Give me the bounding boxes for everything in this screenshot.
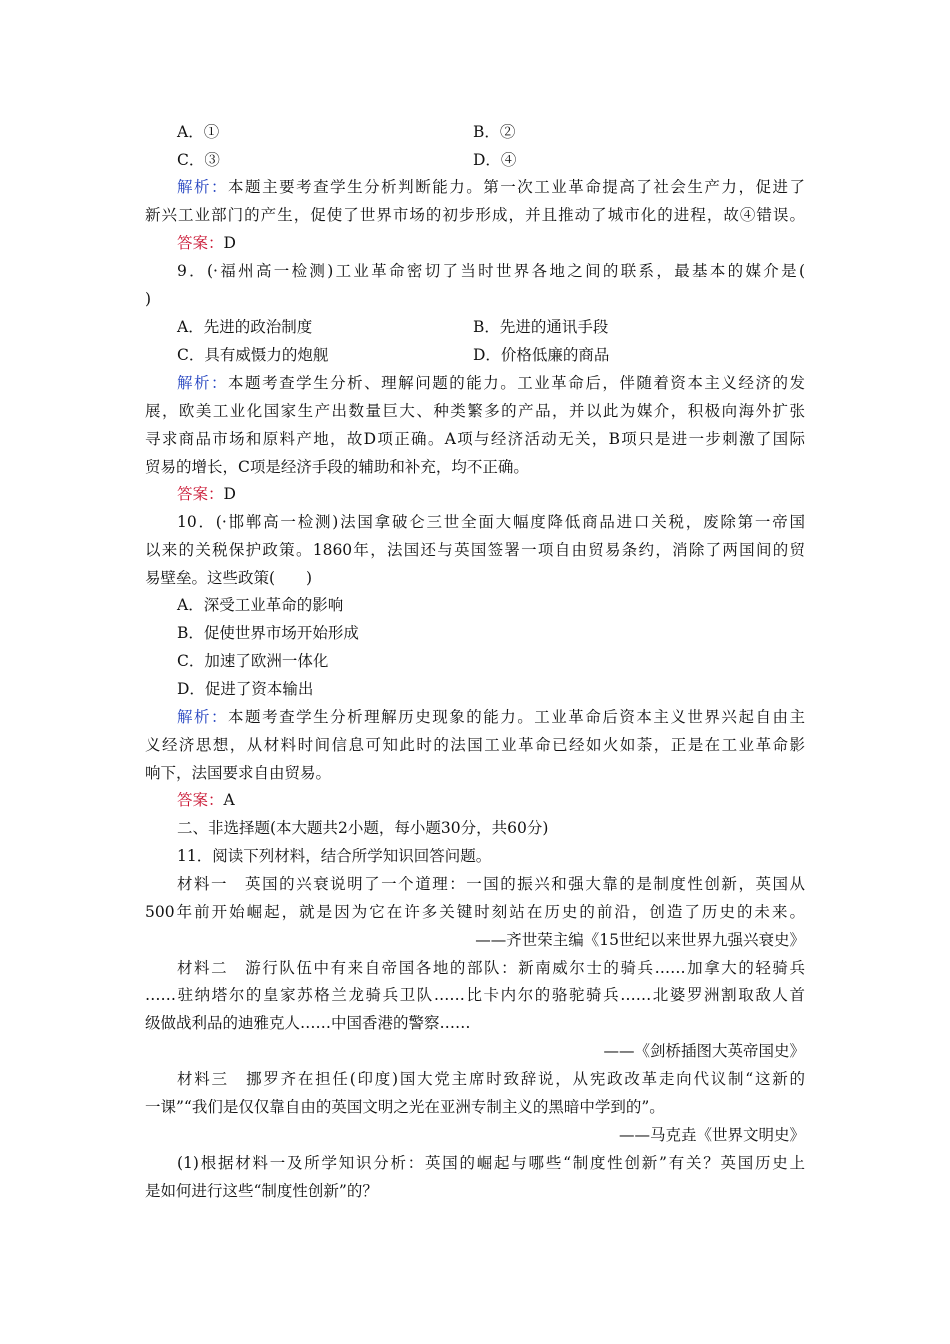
q9-option-a: A．先进的政治制度 xyxy=(177,318,313,336)
q11-material-1-source: ——齐世荣主编《15世纪以来世界九强兴衰史》 xyxy=(475,931,805,949)
q11-stem: 11．阅读下列材料，结合所学知识回答问题。 xyxy=(177,847,492,865)
q8-option-b: B．② xyxy=(473,123,516,141)
q10-analysis-line-2: 义经济思想，从材料时间信息可知此时的法国工业革命已经如火如荼，正是在工业革命影 xyxy=(145,736,805,754)
q10-option-b: B．促使世界市场开始形成 xyxy=(177,624,359,642)
q11-material-2-line-2: ……驻纳塔尔的皇家苏格兰龙骑兵卫队……比卡内尔的骆驼骑兵……北婆罗洲割取敌人首 xyxy=(145,986,805,1004)
q11-material-1-line-1: 材料一 英国的兴衰说明了一个道理：一国的振兴和强大靠的是制度性创新，英国从 xyxy=(177,875,805,893)
q8-answer: 答案：D xyxy=(177,234,236,252)
q10-analysis-line-1: 解析：本题考查学生分析理解历史现象的能力。工业革命后资本主义世界兴起自由主 xyxy=(177,708,805,726)
q9-stem-line-2: ) xyxy=(145,290,152,308)
q11-material-3-line-2: 一课”“我们是仅仅靠自由的英国文明之光在亚洲专制主义的黑暗中学到的”。 xyxy=(145,1098,665,1116)
q11-material-1-line-2: 500年前开始崛起，就是因为它在许多关键时刻站在历史的前沿，创造了历史的未来。 xyxy=(145,903,805,921)
answer-label: 答案： xyxy=(177,485,224,503)
q8-option-c: C．③ xyxy=(177,151,220,169)
q9-analysis-line-3: 寻求商品市场和原料产地，故D项正确。A项与经济活动无关，B项只是进一步刺激了国际 xyxy=(145,430,805,448)
q11-material-3-source: ——马克垚《世界文明史》 xyxy=(618,1126,805,1144)
q9-option-b: B．先进的通讯手段 xyxy=(473,318,609,336)
q11-sub1-line-1: (1)根据材料一及所学知识分析：英国的崛起与哪些“制度性创新”有关？英国历史上 xyxy=(177,1154,805,1172)
q8-analysis-line-2: 新兴工业部门的产生，促使了世界市场的初步形成，并且推动了城市化的进程，故④错误。 xyxy=(145,206,805,224)
analysis-label: 解析： xyxy=(177,178,229,196)
q9-option-d: D．价格低廉的商品 xyxy=(473,346,610,364)
analysis-label: 解析： xyxy=(177,708,229,726)
q11-material-2-line-1: 材料二 游行队伍中有来自帝国各地的部队：新南威尔士的骑兵……加拿大的轻骑兵 xyxy=(177,959,805,977)
q10-option-c: C．加速了欧洲一体化 xyxy=(177,652,329,670)
q10-option-a: A．深受工业革命的影响 xyxy=(177,596,344,614)
q9-option-c: C．具有威慑力的炮舰 xyxy=(177,346,329,364)
q9-analysis-line-2: 展，欧美工业化国家生产出数量巨大、种类繁多的产品，并以此为媒介，积极向海外扩张 xyxy=(145,402,805,420)
q11-material-2-source: ——《剑桥插图大英帝国史》 xyxy=(603,1042,805,1060)
q11-material-3-line-1: 材料三 挪罗齐在担任(印度)国大党主席时致辞说，从宪政改革走向代议制“这新的 xyxy=(177,1070,805,1088)
section-heading: 二、非选择题(本大题共2小题，每小题30分，共60分) xyxy=(177,819,549,837)
q9-answer: 答案：D xyxy=(177,485,236,503)
answer-label: 答案： xyxy=(177,234,224,252)
q10-answer: 答案：A xyxy=(177,791,235,809)
q9-analysis-line-4: 贸易的增长，C项是经济手段的辅助和补充，均不正确。 xyxy=(145,458,529,476)
q8-option-d: D．④ xyxy=(473,151,517,169)
answer-label: 答案： xyxy=(177,791,224,809)
q10-stem-line-1: 10．(·邯郸高一检测)法国拿破仑三世全面大幅度降低商品进口关税，废除第一帝国 xyxy=(177,513,805,531)
q11-sub1-line-2: 是如何进行这些“制度性创新”的？ xyxy=(145,1182,378,1200)
analysis-label: 解析： xyxy=(177,374,229,392)
q8-analysis-line-1: 解析：本题主要考查学生分析判断能力。第一次工业革命提高了社会生产力，促进了 xyxy=(177,178,805,196)
q10-stem-line-2: 以来的关税保护政策。1860年，法国还与英国签署一项自由贸易条约，消除了两国间的贸 xyxy=(145,541,805,559)
q9-stem-line-1: 9．(·福州高一检测)工业革命密切了当时世界各地之间的联系，最基本的媒介是( xyxy=(177,262,805,280)
q8-option-a: A．① xyxy=(177,123,220,141)
q9-analysis-line-1: 解析：本题考查学生分析、理解问题的能力。工业革命后，伴随着资本主义经济的发 xyxy=(177,374,805,392)
q11-material-2-line-3: 级做战利品的迪雅克人……中国香港的警察…… xyxy=(145,1014,471,1032)
q10-stem-line-3: 易壁垒。这些政策( ) xyxy=(145,569,313,587)
q10-analysis-line-3: 响下，法国要求自由贸易。 xyxy=(145,764,332,782)
q10-option-d: D．促进了资本输出 xyxy=(177,680,314,698)
